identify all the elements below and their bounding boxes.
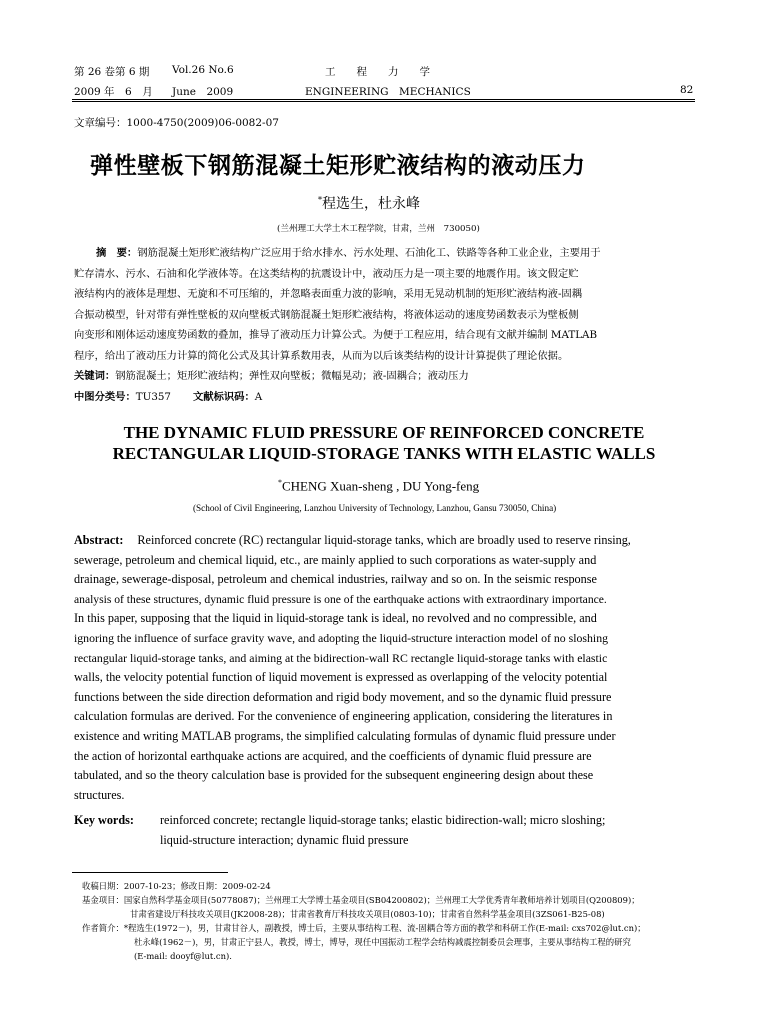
header-rule-top	[72, 99, 695, 100]
title-cn: 弹性壁板下钢筋混凝土矩形贮液结构的液动压力	[90, 153, 586, 179]
header-page-number: 82	[680, 84, 694, 96]
classification-line	[74, 387, 696, 408]
authors-en-names: CHENG Xuan-sheng , DU Yong-feng	[282, 478, 480, 494]
abstract-en-line: drainage, sewerage-disposal, petroleum and chemical industries, railway and so on. In the seismic response	[74, 572, 597, 587]
footnote-author-bio-2: 杜永峰(1962－)，男，甘肃正宁县人，教授，博士，博导，现任中国振动工程学会结构减震控制委员会理事，主要从事结构工程的研究	[134, 937, 631, 947]
footnote-funding-cont: 甘肃省建设厅科技攻关项目(JK2008-28)；甘肃省教育厅科技攻关项目(0803-10)；甘肃省自然科学基金项目(3ZS061-B25-08)	[130, 909, 605, 919]
abstract-en-line: ignoring the influence of surface gravity wave, and adopting the liquid-structure interaction model of no sloshing	[74, 630, 608, 645]
abstract-cn-line: 合振动模型，针对带有弹性壁板的双向壁板式钢筋混凝土矩形贮液结构，将液体运动的速度势函数表示为壁板侧	[74, 308, 579, 321]
title-en	[0, 422, 768, 464]
authors-cn-names: 程选生，杜永峰	[322, 196, 420, 212]
keywords-cn-text: 钢筋混凝土；矩形贮液结构；弹性双向壁板；微幅晃动；液-固耦合；液动压力	[115, 370, 469, 382]
abstract-en-line: rectangular liquid-storage tanks, and aiming at the bidirection-wall RC rectangle liquid-storage tanks with elastic	[74, 650, 608, 665]
header-date-en: June 2009	[172, 86, 234, 98]
header-journal-cn: 工 程 力 学	[325, 66, 430, 78]
abstract-en-line: analysis of these structures, dynamic fluid pressure is one of the earthquake actions with extraordinary importance.	[74, 592, 607, 606]
affiliation-cn: (兰州理工大学土木工程学院，甘肃，兰州 730050)	[277, 224, 480, 234]
footnote-email: (E-mail: dooyf@lut.cn).	[134, 951, 232, 961]
abstract-en-line: structures.	[74, 787, 125, 802]
header-volume-cn: 第 26 卷第 6 期	[74, 66, 150, 78]
keywords-en-line-1: reinforced concrete; rectangle liquid-storage tanks; elastic bidirection-wall; micro sloshing;	[160, 813, 606, 827]
corresponding-mark-en: *	[278, 478, 282, 487]
abstract-en-line: sewerage, petroleum and chemical liquid, etc., are mainly applied to such corporations as water-supply and	[74, 552, 597, 567]
clc-value: TU357	[135, 390, 171, 403]
affiliation-en: (School of Civil Engineering, Lanzhou University of Technology, Lanzhou, Gansu 730050, China)	[193, 503, 557, 513]
abstract-cn	[96, 243, 696, 264]
footnote-author-bio: 作者简介：*程选生(1972－)，男，甘肃甘谷人，副教授，博士后，主要从事结构工程、流-固耦合等方面的教学和科研工作(E-mail: cxs702@lut.cn)；	[82, 923, 646, 933]
footnote-separator	[72, 872, 228, 873]
header-rule-bottom	[72, 101, 695, 102]
abstract-en	[74, 531, 696, 805]
authors-en	[278, 478, 479, 494]
header-journal-en: ENGINEERING MECHANICS	[305, 86, 471, 98]
keywords-en-label: Key words:	[74, 813, 134, 827]
abstract-cn-line: 程序，给出了液动压力计算的简化公式及其计算系数用表，从而为以后该类结构的设计计算提供了理论依据。	[74, 349, 569, 362]
footnote-funding: 基金项目：国家自然科学基金项目(50778087)；兰州理工大学博士基金项目(SB04200802)；兰州理工大学优秀青年教师培养计划项目(Q200809)；	[82, 895, 640, 905]
header-volume-en: Vol.26 No.6	[172, 64, 234, 76]
abstract-cn-line-1: 摘 要：钢筋混凝土矩形贮液结构广泛应用于给水排水、污水处理、石油化工、铁路等各种工业企业，主要用于	[96, 247, 601, 259]
authors-cn	[318, 193, 420, 213]
abstract-en-line: In this paper, supposing that the liquid in liquid-storage tank is ideal, no revolved and no compressible, and	[74, 611, 597, 626]
abstract-cn-line: 向变形和刚体运动速度势函数的叠加，推导了液动压力计算公式。为便于工程应用，结合现有文献并编制 MATLAB	[74, 329, 598, 341]
keywords-cn-label: 关键词：	[74, 370, 116, 382]
abstract-en-line: existence and writing MATLAB programs, the simplified calculating formulas of dynamic fluid pressure under	[74, 728, 616, 743]
doc-code-value: A	[254, 390, 263, 403]
abstract-cn-body	[74, 264, 696, 408]
abstract-en-line: the action of horizontal earthquake actions are acquired, and the coefficients of dynamic fluid pressure are	[74, 748, 592, 763]
abstract-en-line: tabulated, and so the theory calculation base is provided for the subsequent engineering design about these	[74, 768, 594, 783]
title-en-line-2: RECTANGULAR LIQUID-STORAGE TANKS WITH ELASTIC WALLS	[112, 444, 656, 463]
abstract-en-line: walls, the velocity potential function of liquid movement is expressed as overlapping of the velocity potential	[74, 670, 608, 685]
abstract-en-line: functions between the side direction deformation and rigid body movement, and so the dynamic fluid pressure	[74, 689, 612, 704]
clc-label: 中图分类号：	[74, 390, 136, 403]
keywords-en-line-2: liquid-structure interaction; dynamic fluid pressure	[160, 832, 409, 847]
abstract-cn-line: 贮存清水、污水、石油和化学液体等。在这类结构的抗震设计中，液动压力是一项主要的地震作用。该文假定贮	[74, 267, 579, 280]
abstract-en-label: Abstract:	[74, 533, 124, 547]
keywords-en	[74, 811, 696, 850]
abstract-en-line-1: Abstract: Reinforced concrete (RC) rectangular liquid-storage tanks, which are broadly used to reserve rinsing,	[74, 533, 631, 547]
abstract-cn-line: 液结构内的液体是理想、无旋和不可压缩的，并忽略表面重力波的影响，采用无晃动机制的矩形贮液结构液-固耦	[74, 288, 583, 300]
article-number: 文章编号：1000-4750(2009)06-0082-07	[74, 117, 279, 129]
doc-code-label: 文献标识码：	[192, 390, 255, 403]
abstract-cn-label: 摘 要：	[96, 247, 138, 259]
abstract-en-line: calculation formulas are derived. For the convenience of engineering application, considering the literatures in	[74, 709, 613, 724]
footnote-received: 收稿日期：2007-10-23；修改日期：2009-02-24	[82, 881, 271, 891]
title-en-line-1: THE DYNAMIC FLUID PRESSURE OF REINFORCED CONCRETE	[123, 423, 645, 442]
keywords-cn	[74, 366, 696, 387]
header-date-cn: 2009 年 6 月	[74, 86, 153, 98]
corresponding-mark: *	[318, 195, 322, 205]
